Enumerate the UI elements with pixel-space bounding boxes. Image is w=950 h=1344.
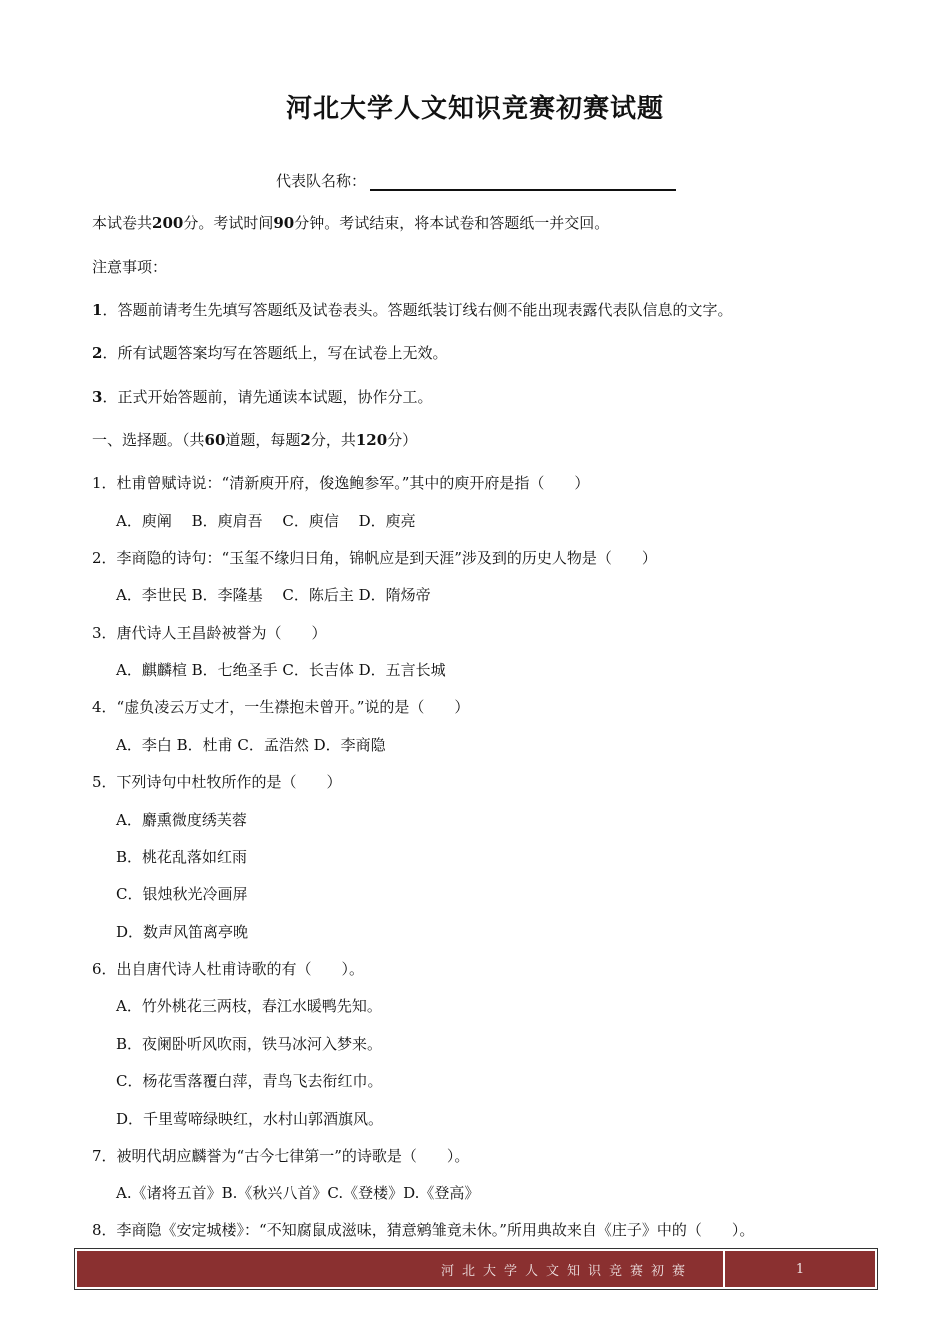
question-option: B．夜阑卧听风吹雨，铁马冰河入梦来。 xyxy=(116,1035,383,1053)
question-text: 1．杜甫曾赋诗说：“清新庾开府，俊逸鲍参军。”其中的庾开府是指（ ） xyxy=(92,474,590,492)
footer-title: 河北大学人文知识竞赛初赛 xyxy=(77,1251,723,1287)
question-options: A．李白 B．杜甫 C．孟浩然 D．李商隐 xyxy=(116,736,386,754)
question-options: A．庾阐 B．庾肩吾 C．庾信 D．庾亮 xyxy=(116,512,416,530)
question-option: A．竹外桃花三两枝，春江水暖鸭先知。 xyxy=(116,997,382,1015)
page-title: 河北大学人文知识竞赛初赛试题 xyxy=(285,94,664,124)
intro-text: 本试卷共200分。考试时间90分钟。考试结束，将本试卷和答题纸一并交回。 xyxy=(92,214,610,232)
note-item: 2．所有试题答案均写在答题纸上，写在试卷上无效。 xyxy=(92,344,448,362)
page-footer xyxy=(74,1248,878,1290)
question-text: 2．李商隐的诗句：“玉玺不缘归日角，锦帆应是到天涯”涉及到的历史人物是（ ） xyxy=(92,549,657,567)
question-option: D．数声风笛离亭晚 xyxy=(116,923,249,941)
question-option: C．杨花雪落覆白萍，青鸟飞去衔红巾。 xyxy=(116,1072,383,1090)
note-item: 3．正式开始答题前，请先通读本试题，协作分工。 xyxy=(92,388,433,406)
question-option: D．千里莺啼绿映红，水村山郭酒旗风。 xyxy=(116,1110,384,1128)
question-option: C．银烛秋光冷画屏 xyxy=(116,885,248,903)
question-options: A.《诸将五首》B.《秋兴八首》C.《登楼》D.《登高》 xyxy=(116,1184,480,1202)
team-name-row xyxy=(276,170,676,191)
question-text: 8．李商隐《安定城楼》：“不知腐鼠成滋味，猜意鹓雏竟未休。”所用典故来自《庄子》中的（ ）。 xyxy=(92,1221,755,1239)
question-text: 3．唐代诗人王昌龄被誉为（ ） xyxy=(92,624,327,642)
question-options: A．李世民 B．李隆基 C．陈后主 D．隋炀帝 xyxy=(116,586,431,604)
note-item: 1．答题前请考生先填写答题纸及试卷表头。答题纸装订线右侧不能出现表露代表队信息的文字。 xyxy=(92,301,733,319)
notes-heading: 注意事项： xyxy=(92,258,168,276)
team-name-blank[interactable] xyxy=(370,171,676,191)
question-option: B．桃花乱落如红雨 xyxy=(116,848,248,866)
page-number: 1 xyxy=(725,1251,875,1287)
question-text: 7．被明代胡应麟誉为“古今七律第一”的诗歌是（ ）。 xyxy=(92,1147,470,1165)
section-heading: 一、选择题。（共60道题，每题2分，共120分） xyxy=(92,431,418,449)
question-text: 4．“虚负凌云万丈才，一生襟抱未曾开。”说的是（ ） xyxy=(92,698,470,716)
team-name-label: 代表队名称： xyxy=(276,172,367,190)
question-text: 5．下列诗句中杜牧所作的是（ ） xyxy=(92,773,342,791)
question-text: 6．出自唐代诗人杜甫诗歌的有（ ）。 xyxy=(92,960,365,978)
question-options: A．麒麟楦 B．七绝圣手 C．长吉体 D．五言长城 xyxy=(116,661,446,679)
question-option: A．麝熏微度绣芙蓉 xyxy=(116,811,247,829)
